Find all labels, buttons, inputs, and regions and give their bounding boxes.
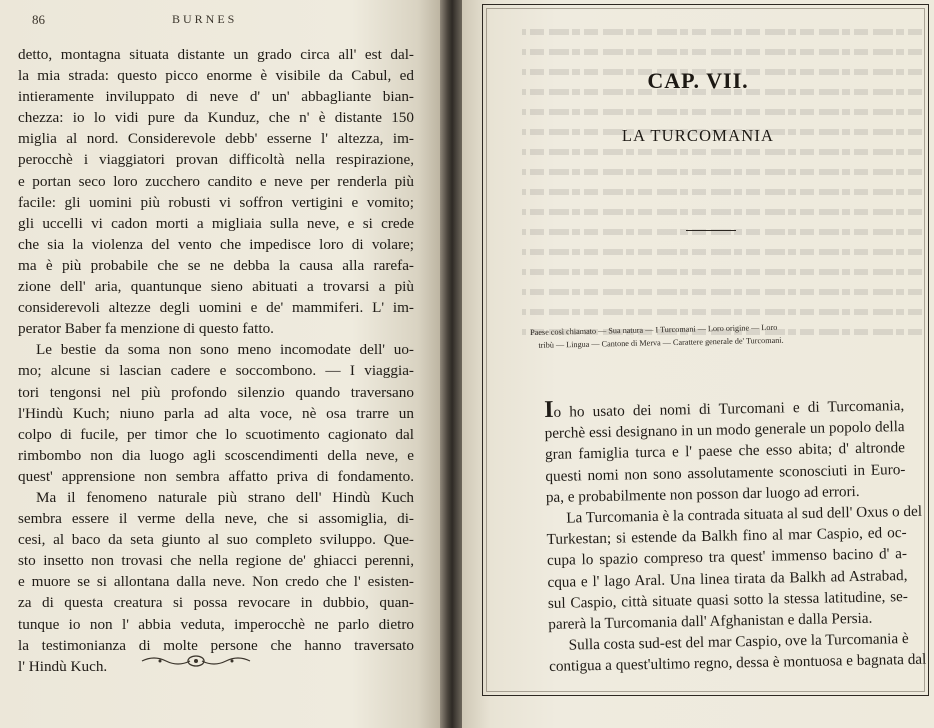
page-number: 86 bbox=[32, 12, 45, 27]
text-line-rest: o ho usato dei nomi di Turcomani e di Turcomania, bbox=[553, 397, 905, 421]
text-line: e portan seco loro zucchero candito e neve per renderla più bbox=[18, 172, 414, 190]
text-line: colpo di fucile, per timor che lo scuotimento cagionato dal bbox=[18, 425, 414, 443]
text-line: tori tengonsi nel più profondo silenzio quando traversano bbox=[18, 383, 414, 401]
summary-line: Paese così chiamato — Sua natura — I Turcomani — Loro origine — Loro bbox=[530, 322, 778, 337]
text-line: Ma il fenomeno naturale più strano dell' Hindù Kuch bbox=[36, 488, 414, 506]
text-line: cesi, al baco da seta giunto al suo completo sviluppo. Que- bbox=[18, 531, 414, 549]
show-through-text bbox=[522, 12, 922, 342]
text-line: ma è più probabile che se ne debba la causa alla rarefa- bbox=[18, 256, 414, 274]
text-line: pa, e probabilmente non posson dar luogo ad errori. bbox=[545, 482, 860, 506]
text-line: zione dell' aria, quantunque sieno abituati a trovarsi a più bbox=[18, 278, 414, 296]
text-line: mo; alcune si lascian cadere e soccombono. — I viaggia- bbox=[18, 362, 414, 380]
drop-cap: I bbox=[543, 396, 554, 423]
text-line: gran famiglia turca e l' paese che esso abita; d' altronde bbox=[544, 439, 906, 464]
text-line: sul Caspio, città situate quasi sotto la stessa latitudine, se- bbox=[547, 587, 909, 612]
chapter-subtitle: LA TURCOMANIA bbox=[621, 126, 775, 145]
text-line: Sulla costa sud-est del mar Caspio, ove la Turcomania è bbox=[568, 630, 909, 654]
text-line: considerevoli altezze degli uomini e de' mammiferi. L' im- bbox=[18, 299, 414, 317]
left-page-header bbox=[32, 12, 422, 32]
section-rule bbox=[686, 230, 736, 231]
ornament-divider bbox=[140, 654, 252, 668]
running-head: BURNES bbox=[172, 12, 238, 26]
text-line: La Turcomania è la contrada situata al sud dell' Oxus o del bbox=[566, 502, 923, 527]
text-line: detto, montagna situata distante un grado circa all' est dal- bbox=[18, 46, 414, 63]
left-page bbox=[0, 0, 440, 728]
text-line: facile: gli uomini più robusti vi soffron vertigini e vomito; bbox=[18, 193, 414, 211]
text-line: l'Hindù Kuch; niuno parla ad alta voce, nè osa trarre un bbox=[18, 404, 414, 422]
left-page-body bbox=[18, 44, 414, 677]
text-line: sembra essere il verme della neve, che si assomiglia, di- bbox=[18, 510, 414, 528]
text-line: la testimonianza di molte persone che hanno traversato bbox=[18, 636, 414, 654]
text-line: intieramente inviluppato di neve d' un' abbagliante bian- bbox=[18, 88, 414, 106]
chapter-title: CAP. VII. bbox=[647, 68, 749, 93]
text-line: Le bestie da soma non sono meno incomodate dell' uo- bbox=[36, 341, 414, 359]
text-line: e muore se si allontana dalla neve. Non credo che l' esisten- bbox=[18, 573, 414, 591]
text-line: rimbombo non dia luogo agli scoscendimenti della neve, e bbox=[18, 446, 414, 464]
text-line: tunque io non l' abbia veduta, imperocchè ne parlo dietro bbox=[18, 615, 414, 633]
book-gutter bbox=[440, 0, 462, 728]
text-line: Turkestan; si estende da Balkh fino al mar Caspio, ed oc- bbox=[546, 524, 907, 549]
text-line: chezza: io lo vidi pure da Kunduz, che n' è distante 150 bbox=[18, 109, 414, 127]
text-line: questi nomi non sono assolutamente sconosciuti in Euro- bbox=[545, 460, 906, 485]
text-line: cqua e l' lago Aral. Una linea tirata da Balkh ad Astrabad, bbox=[547, 566, 908, 591]
text-line: perocchè i viaggiatori provan difficoltà nella respirazione, bbox=[18, 151, 414, 169]
text-line: quest' apprensione non sembra affatto priva di fondamento. bbox=[18, 467, 414, 485]
text-line: gli uccelli vi cadon morti a migliaia sulla neve, e si crede bbox=[18, 214, 414, 232]
text-line: perator Baber fa menzione di questo fatto. bbox=[18, 320, 274, 338]
text-line: contigua a quest'ultimo regno, dessa è montuosa e bagnata dal bbox=[548, 651, 927, 676]
text-line: parerà la Turcomania dall' Afghanistan e dalla Persia. bbox=[548, 609, 873, 633]
text-line: sto insetto non trovasi che nella regione de' ghiacci perenni, bbox=[18, 552, 414, 570]
text-line: perchè essi designano in un modo generale un popolo della bbox=[544, 418, 905, 443]
right-page-body bbox=[543, 393, 927, 678]
text-line: la mia strada: questo picco enorme è visibile da Cabul, ed bbox=[18, 67, 414, 85]
text-line: za di questa creatura si possa revocare in dubbio, quan- bbox=[18, 594, 414, 612]
right-page bbox=[462, 0, 934, 728]
text-line: miglia al nord. Considerevole debb' esserne l' altezza, im- bbox=[18, 130, 414, 148]
text-line: l' Hindù Kuch. bbox=[18, 657, 108, 675]
text-line: che sia la violenza del vento che impedisce loro di volare; bbox=[18, 235, 414, 253]
summary-line: tribù — Lingua — Cantone di Merva — Carattere generale de' Turcomani. bbox=[538, 335, 784, 350]
text-line: cupa lo spazio compreso tra quest' immenso bacino d' a- bbox=[546, 545, 908, 570]
